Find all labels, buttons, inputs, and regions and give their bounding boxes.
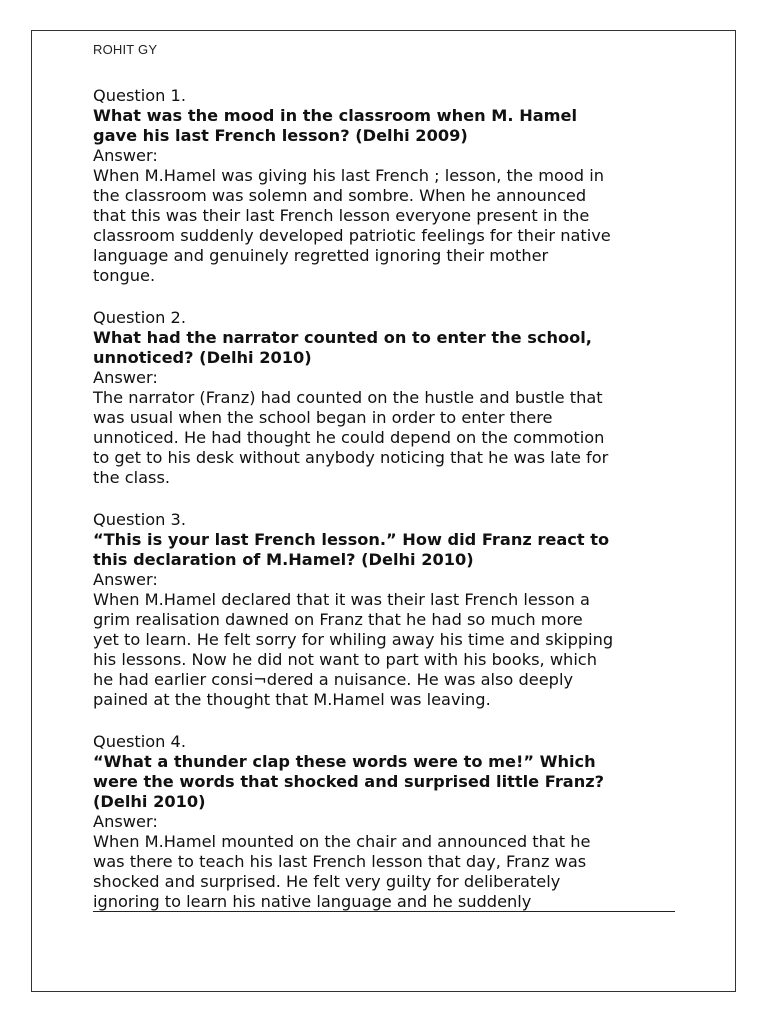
question-text: What was the mood in the classroom when M. Hamel gave his last French lesson? (Delhi 2009) [93, 106, 578, 145]
answer-label: Answer: [93, 812, 158, 831]
answer-text: The narrator (Franz) had counted on the hustle and bustle that was usual when the school began in order to enter there unnoticed. He had thought he could depend on the commotion to get to his desk without anybody noticing that he was late for the class. [93, 388, 609, 487]
question-block-4 [93, 732, 693, 912]
question-text: “What a thunder clap these words were to me!” Which were the words that shocked and surprised little Franz? (Delhi 2010) [93, 752, 605, 811]
question-block-3 [93, 510, 693, 710]
question-text: What had the narrator counted on to enter the school, unnoticed? (Delhi 2010) [93, 328, 592, 367]
answer-label: Answer: [93, 570, 158, 589]
question-label: Question 2. [93, 308, 186, 327]
question-label: Question 4. [93, 732, 186, 751]
answer-text: When M.Hamel mounted on the chair and announced that he was there to teach his last French lesson that day, Franz was shocked and surprised. He felt very guilty for deliberately ignoring to learn his native language and he suddenly [93, 832, 591, 911]
question-text: “This is your last French lesson.” How did Franz react to this declaration of M.Hamel? (Delhi 2010) [93, 530, 610, 569]
answer-text: When M.Hamel declared that it was their last French lesson a grim realisation dawned on Franz that he had so much more yet to learn. He felt sorry for whiling away his time and skipping his lessons. Now he did not want to part with his books, which he had earlier consi¬dered a nuisance. He was also deeply pained at the thought that M.Hamel was leaving. [93, 590, 614, 709]
question-block-1 [93, 86, 693, 286]
answer-text: When M.Hamel was giving his last French ; lesson, the mood in the classroom was solemn and sombre. When he announced that this was their last French lesson everyone present in the classroom suddenly developed patriotic feelings for their native language and genuinely regretted ignoring their mother tongue. [93, 166, 611, 285]
answer-label: Answer: [93, 146, 158, 165]
page-cut-divider [93, 911, 675, 912]
author-name: ROHIT GY [93, 42, 158, 57]
question-block-2 [93, 308, 693, 488]
question-label: Question 1. [93, 86, 186, 105]
question-label: Question 3. [93, 510, 186, 529]
answer-label: Answer: [93, 368, 158, 387]
document-body [93, 86, 693, 934]
